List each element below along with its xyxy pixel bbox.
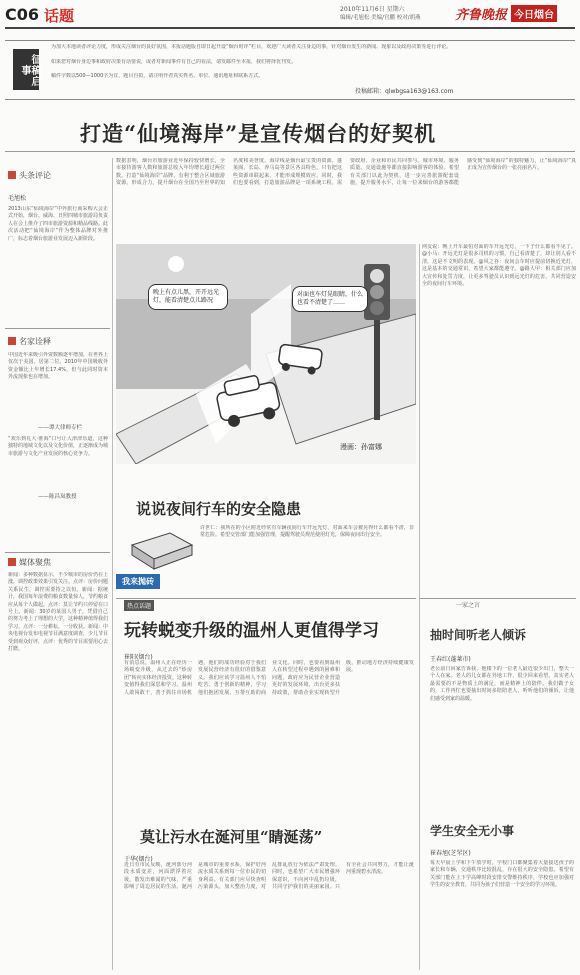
call-for-papers-badge: 征稿启事 <box>13 49 39 90</box>
column-rule <box>419 244 420 970</box>
lead-commentary-body: 数据表明，烟台市旅游业近年保持较快增长，全市接待游客人数和旅游总收入年均增长超过两位数。打造“仙境海岸”品牌，有利于整合区域旅游资源，形成合力，提升烟台在全国乃至世界的知名度和美誉度。海岸线是烟台最宝贵的资源，蓬莱阁、长岛、养马岛等景区各具特色，只有把这些资源串联起来，才能形成规模效应。同时，我们也要看到，打造旅游品牌是一项系统工程，需要政府、企业和市民共同参与。城市环境、服务质量、交通设施等都直接影响游客的体验。希望有关部门以此为契机，进一步完善旅游配套设施，提升服务水平，让每一位来烟台的游客都能感受到“仙境海岸”的独特魅力，让“仙境海岸”真正成为宣传烟台的一张亮丽名片。 <box>116 158 576 187</box>
expert-cite-1: ——谭大律师专栏 <box>38 425 83 431</box>
river-body: 近日有市民反映，涎河部分河段水质变差，河面漂浮着垃圾，散发出难闻的气味，严重影响了周边居民的生活。涎河是城市的重要水系，保护好河流水质关系到每一位市民的切身利益。有关部门应尽快查明污染源头，加大整治力度，对乱排乱放行为依法严肃处理。同时，也希望广大市民增强环保意识，不向河中乱扔垃圾，共同守护我们的美丽家园。只有全社会共同努力，才能让涎河重现碧水清流。 <box>124 862 414 891</box>
media-focus-heading: 媒体聚焦 <box>8 557 51 568</box>
student-safety-body: 每天早晨上学和下午放学时，学校门口都聚集着大量接送孩子的家长和车辆，交通秩序比较混乱，存在很大的安全隐患。希望有关部门能在上下学高峰时段安排交警维持秩序，学校也应加强对学生的安全教育，共同为孩子们营造一个安全的学习环境。 <box>430 860 574 889</box>
intro-text-2: 如果您对烟台身边事和政府决策有话要说，或者对新闻事件有自己的看法，请发邮件至本报，我们将择优刊发。 <box>51 59 297 65</box>
elderly-headline: 抽时间听老人倾诉 <box>430 628 527 642</box>
expert-quote-1: 中国近年来吸引外资数额逐年增加，在世界上仅次于美国，居第二位。2010年中国吸收外资金额比上年增长17.4%，但与此同时资本外流现象也在增加。 <box>8 352 108 381</box>
lead-commentary-lead: 2013山东“仙境海岸”中外旅行商采购大会正式开始，烟台、威海、日照四城市旅游局负责人在会上推介了四市旅游资源和精品线路。此次活动把“仙境海岸”作为整体品牌对外推广，标志着烟台旅游业发展迈入新阶段。 <box>8 206 108 242</box>
intro-text-3: 稿件字数以500—1000字为宜，题目自拟，请注明作者真实姓名、单位、通讯地址和联系方式。 <box>51 73 264 79</box>
brick-box <box>116 521 416 593</box>
divider <box>420 598 576 599</box>
elderly-body: 老公前日回家告诉我，他楼下的一位老人最近很少出门，整天一个人在家。老人的儿女都在外地工作，很少回来看望。其实老人最需要的不是物质上的满足，而是精神上的陪伴。我们做子女的，工作再忙也要抽出时间多陪陪老人，听听他们的倾诉，让他们感受到家的温暖。 <box>430 666 574 702</box>
expert-heading: 名家诠释 <box>8 336 51 347</box>
lead-commentary-author: 毛旭松 <box>8 195 27 202</box>
divider <box>5 552 110 553</box>
wenzhou-body: 有消息说，温州人正在经历一场蜕变升级，从过去的“炒房团”转向实体经济投资。这种转变值得我们深思和学习。温州人敢闯敢干，善于抓住市场机遇，他们的成功经验对于我们发展民营经济有很好的借鉴意义。我们应该学习温州人不怕吃苦、勇于创新的精神，学习他们抱团发展、互帮互助的商业文化。同时，也要看到温州人在转型过程中遇到的困难和问题，政府应为民营企业营造更好的发展环境，出台更多扶持政策，帮助企业实现转型升级，推动地方经济持续健康发展。 <box>124 660 414 696</box>
masthead-rule <box>5 27 575 29</box>
speech-bubble-left: 晚上有点儿黑，开开远光灯，能看清楚点儿路况 <box>148 284 228 310</box>
submission-email: 投稿邮箱：qlwbgsa163@163.com <box>355 88 454 95</box>
expert-quote-2: “欢乐到礼大·淮海”口号让人津津乐道，这种独特的地域文化以及文化价值，正逐渐成为城市旅游与文化产业发展的核心竞争力。 <box>8 436 108 457</box>
column-rule <box>112 158 113 970</box>
email-link[interactable]: qlwbgsa163@163.com <box>385 88 454 95</box>
hot-topic-tag: 热点话题 <box>124 600 154 611</box>
moon-icon <box>168 256 184 272</box>
brick-label: 我来抛砖 <box>116 574 160 589</box>
media-focus-body: 新闻：多种数据显示，不少城市的房价仍在上涨，调控政策效果引发关注。点评：房价问题关系民生，调控需要持之以恒。新闻：据统计，我国每年浪费的粮食数量惊人，节约粮食应从每个人做起。点评：莫让节约只停留在口号上。新闻：30岁的某国人男子，凭借自己的努力考上了理想的大学，这种精神值得我们学习。点评：一分耕耘，一分收获。新闻：中央电视台发布电视节目满意度调查，少儿节目受到观众好评，点评：优秀的节目需要用心去打磨。 <box>8 572 108 653</box>
cartoon-credit: 漫画：孙富娜 <box>340 443 382 451</box>
student-safety-headline: 学生安全无小事 <box>430 824 515 838</box>
page-code: C06 <box>5 5 40 24</box>
elderly-author: 王春红(蓬莱市) <box>430 656 471 663</box>
divider <box>5 328 110 329</box>
expert-cite-2: ——陈昌岚教授 <box>38 494 77 500</box>
paper-logo: 齐鲁晚报 <box>455 8 508 23</box>
issue-date: 2010年11月6日 星期六 <box>340 6 405 13</box>
wenzhou-headline: 玩转蜕变升级的温州人更值得学习 <box>124 621 379 641</box>
intro-text-1: 为加大本地读者评论力度，形成关注烟台的良好氛围，本报话题版自即日起开设“烟台时评”栏目，欢迎广大读者关注身边的事，针对烟台发生的新闻、现象以及政府决策等进行评论。 <box>51 44 452 50</box>
student-safety-author: 崔春旭(芝罘区) <box>430 850 471 857</box>
edition-badge: 今日烟台 <box>511 5 557 22</box>
night-driving-cartoon <box>116 244 416 464</box>
brick-text: 许世仁：我所在的小区附近经常有车辆夜间行车开远光灯，对面来车会被晃得什么都看不清，非常危险。希望交管部门能加强管理，提醒驾驶员规范使用灯光，保障夜间出行安全。 <box>200 525 414 539</box>
speech-bubble-right: 对面也车灯晃眼睛，什么也看不清楚了…… <box>292 286 368 312</box>
headline-rule <box>5 151 575 152</box>
opinion-heading: 一家之言 <box>456 602 481 609</box>
call-for-papers-box <box>5 40 575 100</box>
wenzhou-author: 崔阳(烟台) <box>124 654 153 661</box>
masthead <box>0 0 580 28</box>
divider <box>116 598 416 599</box>
brick-icon <box>126 525 196 571</box>
river-author: 于华(烟台) <box>124 856 153 863</box>
river-headline: 莫让污水在涎河里“睛涎荡” <box>140 828 323 846</box>
reader-comments: 网友说：晚上开车最怕对面的车开远光灯，一下子什么都看不见了。@小马：开远光灯是很多司机的习惯，自己看清楚了，却让别人看不清，这是不文明的表现。@风之谷：夜间会车时应提前切换近光灯，这是基本的交通常识，希望大家都能遵守。@路人甲：相关部门应加大宣传和处罚力度，让更多驾驶员认识到远光灯的危害，共同营造安全的夜间行车环境。 <box>422 244 576 288</box>
cartoon-illustration <box>116 244 416 464</box>
editors-line: 编辑/毛旭松 美编/宫鹏 校对/胡燕 <box>340 15 421 21</box>
main-headline: 打造“仙境海岸”是宣传烟台的好契机 <box>80 121 437 146</box>
section-name: 话题 <box>44 7 75 25</box>
lead-commentary-heading: 头条评论 <box>8 170 51 181</box>
cartoon-headline: 说说夜间行车的安全隐患 <box>136 500 302 518</box>
